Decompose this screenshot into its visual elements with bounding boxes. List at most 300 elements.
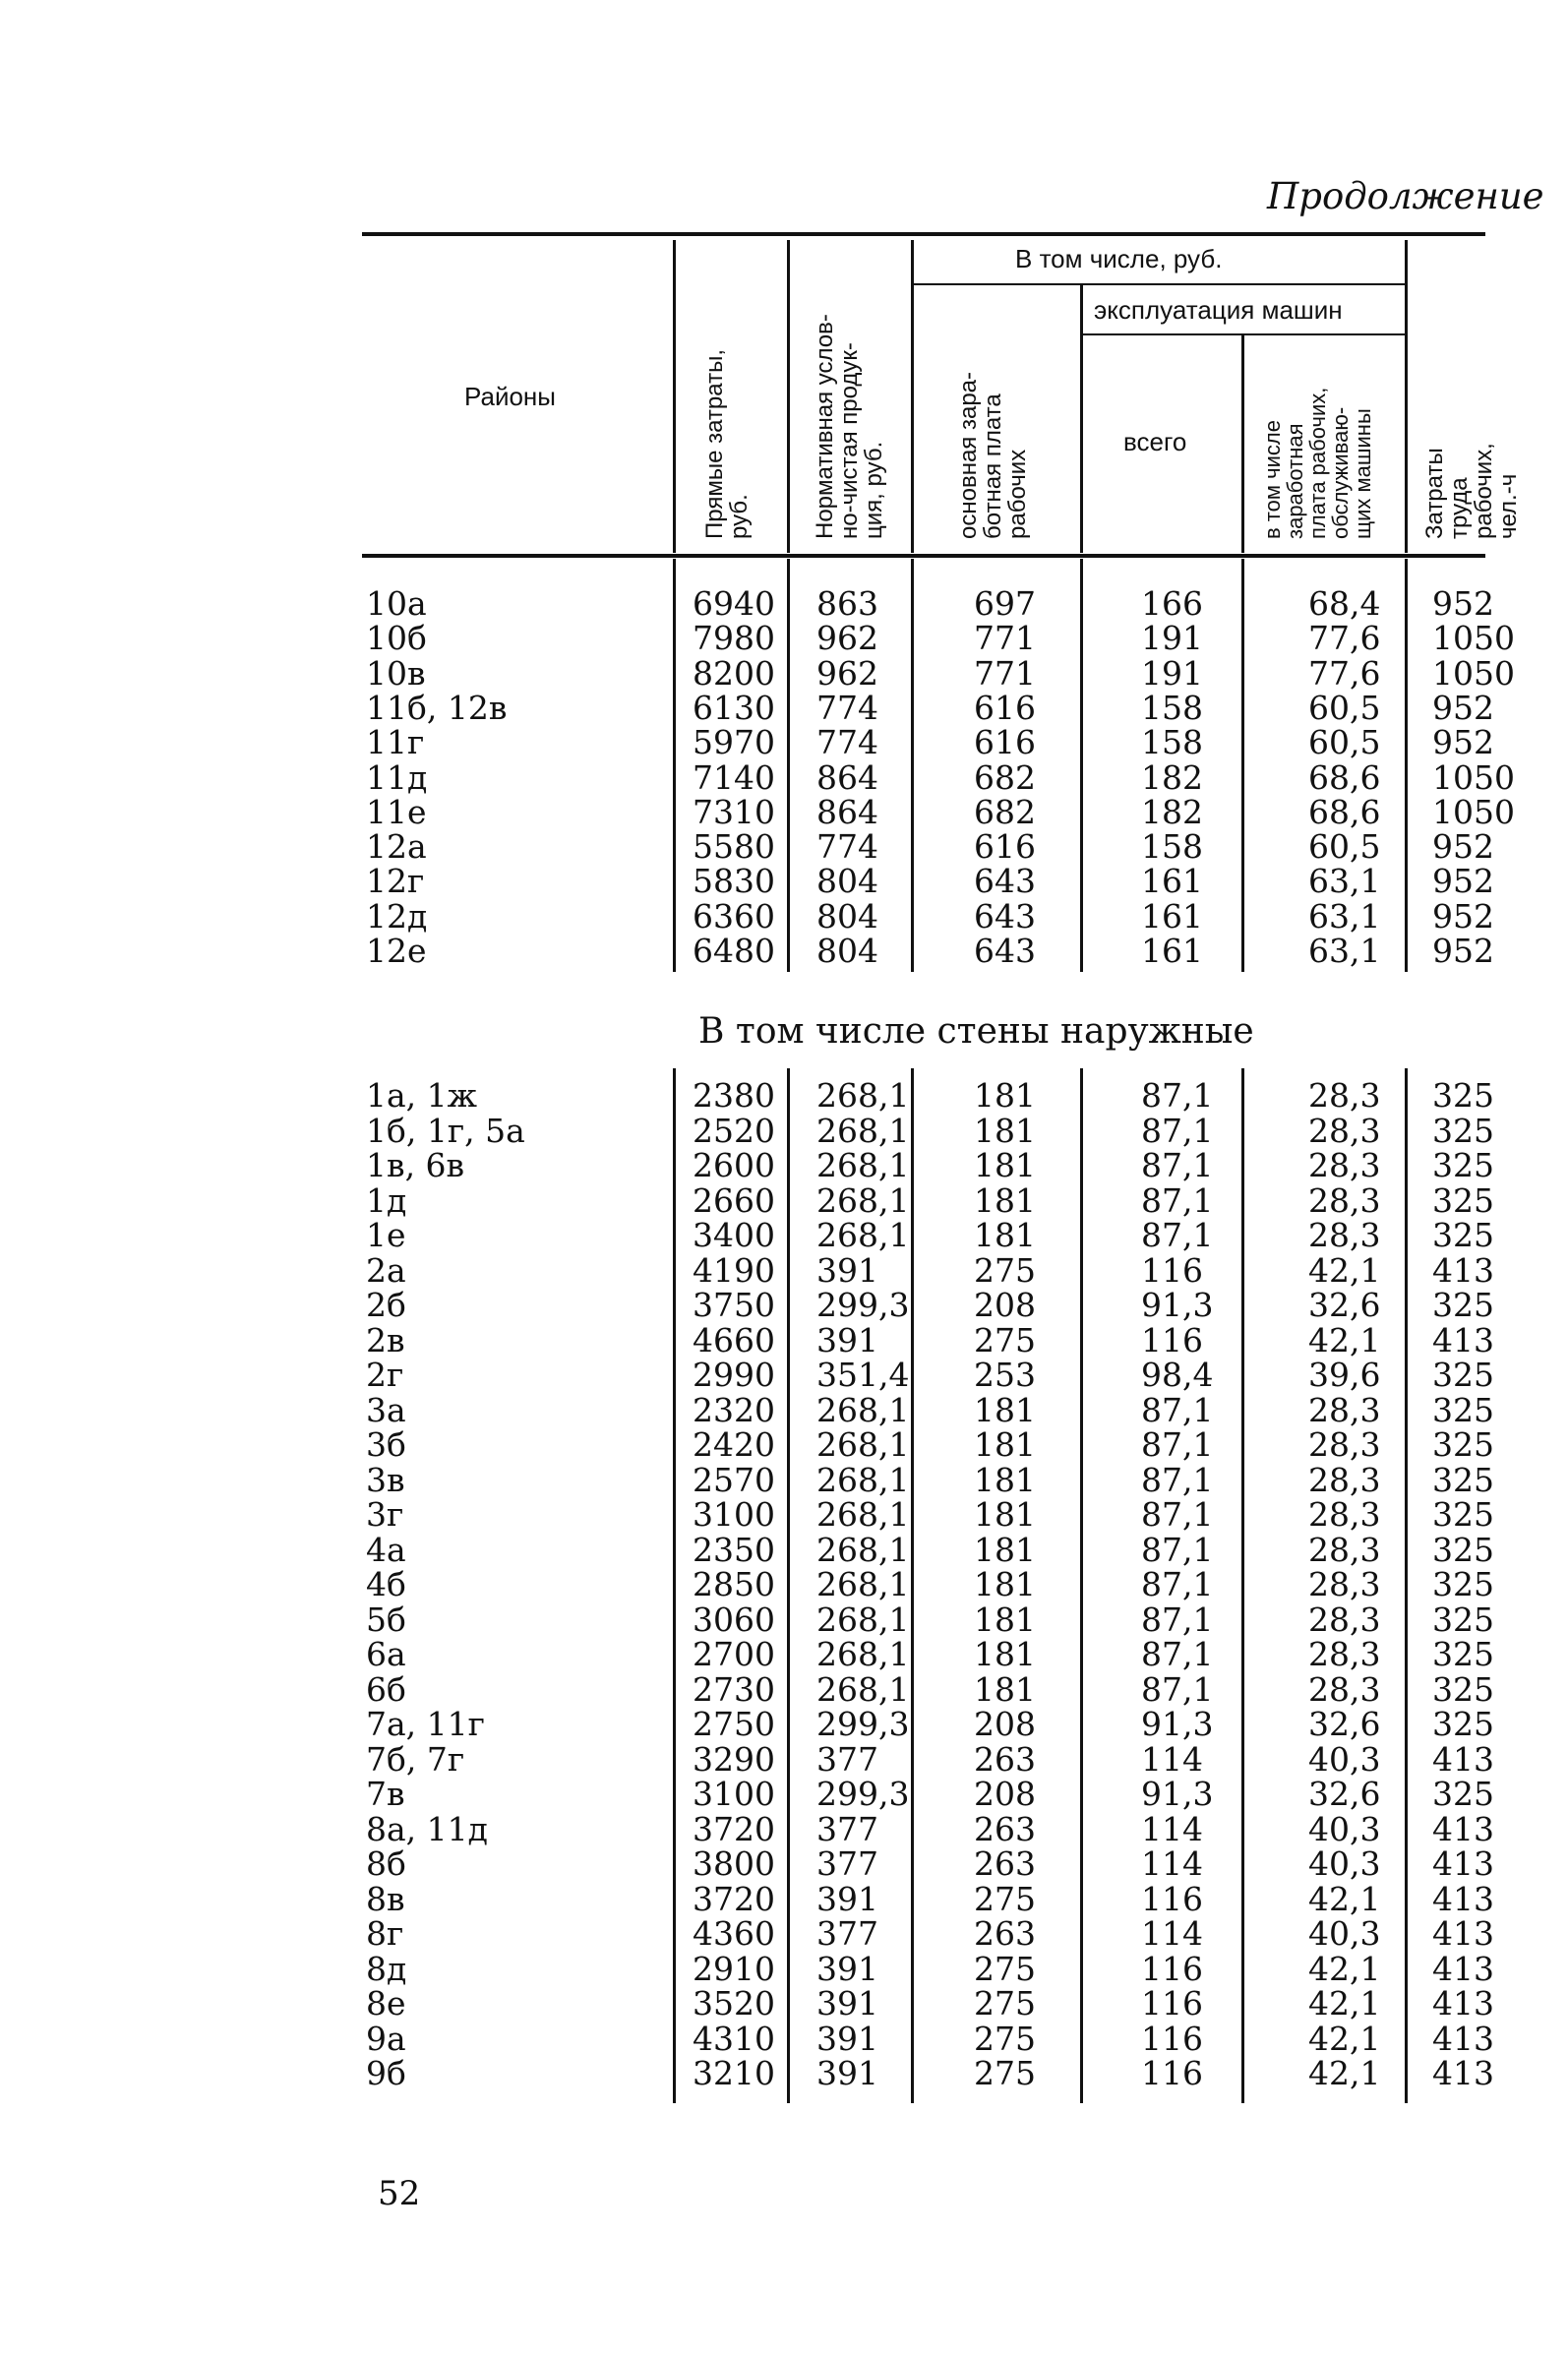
page-number: 52	[378, 2174, 421, 2213]
district-cell: 6а	[366, 1635, 406, 1673]
district-cell: 3а	[366, 1390, 406, 1429]
direct-costs-cell: 3520	[693, 1984, 775, 2023]
machine-wages-cell: 42,1	[1308, 1250, 1381, 1290]
labor-cell: 952	[1432, 723, 1494, 762]
base-wages-cell: 181	[974, 1565, 1036, 1603]
machine-ops-total-cell: 87,1	[1141, 1495, 1214, 1534]
base-wages-cell: 275	[974, 1879, 1036, 1918]
normative-cell: 391	[816, 1879, 878, 1918]
labor-cell: 413	[1432, 1914, 1494, 1953]
normative-cell: 268,1	[816, 1180, 910, 1220]
labor-cell: 325	[1432, 1495, 1494, 1534]
machine-wages-cell: 42,1	[1308, 1949, 1381, 1988]
normative-cell: 804	[816, 896, 878, 936]
district-cell: 11б, 12в	[366, 688, 508, 727]
base-wages-cell: 181	[974, 1600, 1036, 1639]
machine-wages-cell: 28,3	[1308, 1635, 1381, 1673]
base-wages-cell: 263	[974, 1844, 1036, 1883]
normative-cell: 268,1	[816, 1460, 910, 1499]
machine-wages-cell: 28,3	[1308, 1216, 1381, 1254]
labor-cell: 952	[1432, 584, 1494, 623]
labor-cell: 952	[1432, 827, 1494, 867]
normative-cell: 268,1	[816, 1635, 910, 1673]
direct-costs-cell: 3060	[693, 1600, 775, 1639]
base-wages-cell: 181	[974, 1425, 1036, 1464]
base-wages-cell: 771	[974, 653, 1036, 693]
district-cell: 5б	[366, 1600, 406, 1639]
machine-wages-cell: 77,6	[1308, 619, 1381, 658]
header-labor: Затраты труда рабочих, чел.-ч	[1421, 443, 1522, 539]
base-wages-cell: 771	[974, 619, 1036, 658]
labor-cell: 325	[1432, 1146, 1494, 1184]
direct-costs-cell: 2600	[693, 1146, 775, 1184]
direct-costs-cell: 4310	[693, 2019, 775, 2058]
base-wages-cell: 275	[974, 2019, 1036, 2058]
labor-cell: 413	[1432, 1809, 1494, 1848]
direct-costs-cell: 2750	[693, 1705, 775, 1743]
column-divider	[673, 1068, 676, 2103]
labor-cell: 325	[1432, 1076, 1494, 1115]
header-machine-ops: эксплуатация машин	[1094, 295, 1343, 325]
machine-wages-cell: 68,6	[1308, 792, 1381, 831]
normative-cell: 863	[816, 584, 878, 623]
base-wages-cell: 181	[974, 1216, 1036, 1254]
machine-wages-cell: 28,3	[1308, 1460, 1381, 1499]
district-cell: 2б	[366, 1286, 406, 1324]
labor-cell: 325	[1432, 1669, 1494, 1709]
normative-cell: 377	[816, 1809, 878, 1848]
header-machine-wages: в том числе заработная плата рабочих, обслуживаю- щих машины	[1260, 387, 1375, 539]
direct-costs-cell: 6130	[693, 688, 775, 727]
column-divider	[1080, 1068, 1083, 2103]
machine-ops-total-cell: 87,1	[1141, 1565, 1214, 1603]
direct-costs-cell: 2320	[693, 1390, 775, 1429]
section-title: В том числе стены наружные	[698, 1011, 1254, 1052]
labor-cell: 325	[1432, 1216, 1494, 1254]
machine-ops-total-cell: 191	[1141, 653, 1203, 693]
normative-cell: 268,1	[816, 1495, 910, 1534]
district-cell: 8д	[366, 1949, 407, 1988]
labor-cell: 413	[1432, 1250, 1494, 1290]
labor-cell: 325	[1432, 1356, 1494, 1394]
normative-cell: 268,1	[816, 1216, 910, 1254]
normative-cell: 864	[816, 792, 878, 831]
normative-cell: 962	[816, 653, 878, 693]
machine-wages-cell: 28,3	[1308, 1425, 1381, 1464]
base-wages-cell: 616	[974, 688, 1036, 727]
base-wages-cell: 181	[974, 1076, 1036, 1115]
district-cell: 4б	[366, 1565, 406, 1603]
normative-cell: 268,1	[816, 1390, 910, 1429]
labor-cell: 325	[1432, 1530, 1494, 1569]
machine-wages-cell: 28,3	[1308, 1495, 1381, 1534]
machine-wages-cell: 63,1	[1308, 896, 1381, 936]
direct-costs-cell: 4360	[693, 1914, 775, 1953]
machine-ops-total-cell: 182	[1141, 757, 1203, 797]
labor-cell: 325	[1432, 1390, 1494, 1429]
machine-ops-total-cell: 87,1	[1141, 1530, 1214, 1569]
machine-ops-total-cell: 116	[1141, 1984, 1203, 2023]
column-divider	[1241, 1068, 1244, 2103]
machine-wages-cell: 40,3	[1308, 1739, 1381, 1779]
normative-cell: 268,1	[816, 1076, 910, 1115]
machine-ops-total-cell: 114	[1141, 1844, 1203, 1883]
machine-ops-total-cell: 87,1	[1141, 1111, 1214, 1150]
labor-cell: 325	[1432, 1111, 1494, 1150]
machine-ops-total-cell: 191	[1141, 619, 1203, 658]
district-cell: 1д	[366, 1180, 407, 1220]
district-cell: 12а	[366, 827, 427, 867]
direct-costs-cell: 2730	[693, 1669, 775, 1709]
district-cell: 8в	[366, 1879, 405, 1918]
direct-costs-cell: 2660	[693, 1180, 775, 1220]
direct-costs-cell: 6360	[693, 896, 775, 936]
base-wages-cell: 181	[974, 1530, 1036, 1569]
machine-ops-total-cell: 87,1	[1141, 1669, 1214, 1709]
normative-cell: 391	[816, 1984, 878, 2023]
direct-costs-cell: 2850	[693, 1565, 775, 1603]
district-cell: 2а	[366, 1250, 406, 1290]
district-cell: 9б	[366, 2054, 406, 2092]
machine-wages-cell: 28,3	[1308, 1146, 1381, 1184]
direct-costs-cell: 2570	[693, 1460, 775, 1499]
district-cell: 7а, 11г	[366, 1705, 485, 1743]
direct-costs-cell: 6940	[693, 584, 775, 623]
machine-ops-total-cell: 91,3	[1141, 1286, 1214, 1324]
normative-cell: 804	[816, 862, 878, 901]
labor-cell: 325	[1432, 1775, 1494, 1813]
district-cell: 3г	[366, 1495, 404, 1534]
base-wages-cell: 253	[974, 1356, 1036, 1394]
column-divider	[673, 240, 676, 553]
machine-ops-total-cell: 87,1	[1141, 1425, 1214, 1464]
normative-cell: 268,1	[816, 1565, 910, 1603]
machine-wages-cell: 42,1	[1308, 2019, 1381, 2058]
machine-wages-cell: 60,5	[1308, 827, 1381, 867]
direct-costs-cell: 2380	[693, 1076, 775, 1115]
labor-cell: 325	[1432, 1286, 1494, 1324]
district-cell: 3б	[366, 1425, 406, 1464]
machine-ops-total-cell: 114	[1141, 1739, 1203, 1779]
base-wages-cell: 208	[974, 1775, 1036, 1813]
column-divider	[911, 559, 914, 972]
direct-costs-cell: 3210	[693, 2054, 775, 2092]
district-cell: 1б, 1г, 5а	[366, 1111, 525, 1150]
district-cell: 2в	[366, 1320, 405, 1359]
direct-costs-cell: 3720	[693, 1879, 775, 1918]
labor-cell: 413	[1432, 1984, 1494, 2023]
district-cell: 1е	[366, 1216, 406, 1254]
direct-costs-cell: 6480	[693, 932, 775, 970]
direct-costs-cell: 4660	[693, 1320, 775, 1359]
column-divider	[787, 240, 790, 553]
column-divider	[1241, 335, 1244, 553]
machine-ops-total-cell: 116	[1141, 1879, 1203, 1918]
district-cell: 7в	[366, 1775, 405, 1813]
labor-cell: 413	[1432, 1879, 1494, 1918]
base-wages-cell: 682	[974, 757, 1036, 797]
base-wages-cell: 181	[974, 1495, 1036, 1534]
machine-ops-total-cell: 161	[1141, 862, 1203, 901]
direct-costs-cell: 2350	[693, 1530, 775, 1569]
machine-wages-cell: 63,1	[1308, 862, 1381, 901]
normative-cell: 377	[816, 1844, 878, 1883]
machine-wages-cell: 42,1	[1308, 2054, 1381, 2092]
normative-cell: 774	[816, 723, 878, 762]
header-base-wages: основная зара- ботная плата рабочих	[955, 371, 1031, 539]
header-normative: Нормативная услов- но-чистая продук- ция, руб.	[812, 314, 887, 539]
machine-ops-total-cell: 114	[1141, 1809, 1203, 1848]
direct-costs-cell: 5830	[693, 862, 775, 901]
normative-cell: 299,3	[816, 1286, 910, 1324]
normative-cell: 377	[816, 1914, 878, 1953]
direct-costs-cell: 2520	[693, 1111, 775, 1150]
labor-cell: 413	[1432, 2054, 1494, 2092]
district-cell: 9а	[366, 2019, 406, 2058]
machine-ops-total-cell: 182	[1141, 792, 1203, 831]
base-wages-cell: 697	[974, 584, 1036, 623]
labor-cell: 413	[1432, 1949, 1494, 1988]
district-cell: 8е	[366, 1984, 406, 2023]
direct-costs-cell: 2990	[693, 1356, 775, 1394]
column-divider	[673, 559, 676, 972]
machine-ops-total-cell: 161	[1141, 896, 1203, 936]
district-cell: 11г	[366, 723, 425, 762]
normative-cell: 391	[816, 2054, 878, 2092]
direct-costs-cell: 7980	[693, 619, 775, 658]
header-direct-costs: Прямые затраты, руб.	[701, 349, 753, 539]
base-wages-cell: 181	[974, 1460, 1036, 1499]
machine-ops-total-cell: 87,1	[1141, 1216, 1214, 1254]
column-divider	[1405, 559, 1408, 972]
normative-cell: 268,1	[816, 1425, 910, 1464]
district-cell: 12е	[366, 932, 427, 970]
normative-cell: 268,1	[816, 1146, 910, 1184]
labor-cell: 952	[1432, 862, 1494, 901]
column-divider	[1080, 559, 1083, 972]
labor-cell: 952	[1432, 932, 1494, 970]
direct-costs-cell: 8200	[693, 653, 775, 693]
machine-wages-cell: 39,6	[1308, 1356, 1381, 1394]
base-wages-cell: 181	[974, 1669, 1036, 1709]
labor-cell: 325	[1432, 1425, 1494, 1464]
base-wages-cell: 616	[974, 723, 1036, 762]
district-cell: 12г	[366, 862, 425, 901]
machine-ops-total-cell: 158	[1141, 688, 1203, 727]
labor-cell: 325	[1432, 1635, 1494, 1673]
district-cell: 8б	[366, 1844, 406, 1883]
direct-costs-cell: 4190	[693, 1250, 775, 1290]
normative-cell: 391	[816, 1320, 878, 1359]
labor-cell: 413	[1432, 1320, 1494, 1359]
machine-ops-total-cell: 116	[1141, 2054, 1203, 2092]
base-wages-cell: 275	[974, 2054, 1036, 2092]
normative-cell: 268,1	[816, 1600, 910, 1639]
district-cell: 11д	[366, 757, 428, 797]
machine-ops-total-cell: 116	[1141, 2019, 1203, 2058]
district-cell: 10б	[366, 619, 427, 658]
district-cell: 8г	[366, 1914, 404, 1953]
labor-cell: 952	[1432, 896, 1494, 936]
base-wages-cell: 181	[974, 1635, 1036, 1673]
direct-costs-cell: 3100	[693, 1775, 775, 1813]
header-total: всего	[1123, 427, 1187, 456]
machine-wages-cell: 60,5	[1308, 688, 1381, 727]
including-rule	[913, 283, 1405, 285]
header-bottom-rule	[362, 554, 1485, 558]
direct-costs-cell: 3100	[693, 1495, 775, 1534]
labor-cell: 325	[1432, 1565, 1494, 1603]
base-wages-cell: 616	[974, 827, 1036, 867]
base-wages-cell: 181	[974, 1180, 1036, 1220]
machine-ops-total-cell: 114	[1141, 1914, 1203, 1953]
labor-cell: 1050	[1432, 653, 1515, 693]
machine-wages-cell: 42,1	[1308, 1984, 1381, 2023]
direct-costs-cell: 5580	[693, 827, 775, 867]
district-cell: 1в, 6в	[366, 1146, 465, 1184]
direct-costs-cell: 2700	[693, 1635, 775, 1673]
machine-ops-total-cell: 91,3	[1141, 1705, 1214, 1743]
machine-wages-cell: 63,1	[1308, 932, 1381, 970]
base-wages-cell: 181	[974, 1390, 1036, 1429]
base-wages-cell: 181	[974, 1111, 1036, 1150]
labor-cell: 1050	[1432, 619, 1515, 658]
machine-ops-total-cell: 116	[1141, 1949, 1203, 1988]
base-wages-cell: 643	[974, 896, 1036, 936]
labor-cell: 325	[1432, 1600, 1494, 1639]
machine-ops-total-cell: 166	[1141, 584, 1203, 623]
base-wages-cell: 275	[974, 1250, 1036, 1290]
column-divider	[1080, 285, 1083, 553]
labor-cell: 1050	[1432, 792, 1515, 831]
labor-cell: 325	[1432, 1460, 1494, 1499]
machine-wages-cell: 68,6	[1308, 757, 1381, 797]
base-wages-cell: 181	[974, 1146, 1036, 1184]
district-cell: 4а	[366, 1530, 406, 1569]
machine-ops-total-cell: 87,1	[1141, 1180, 1214, 1220]
machine-ops-total-cell: 91,3	[1141, 1775, 1214, 1813]
machine-wages-cell: 68,4	[1308, 584, 1381, 623]
normative-cell: 864	[816, 757, 878, 797]
machine-ops-total-cell: 158	[1141, 723, 1203, 762]
direct-costs-cell: 5970	[693, 723, 775, 762]
machine-wages-cell: 32,6	[1308, 1775, 1381, 1813]
base-wages-cell: 263	[974, 1809, 1036, 1848]
machine-ops-total-cell: 87,1	[1141, 1460, 1214, 1499]
machine-ops-total-cell: 116	[1141, 1250, 1203, 1290]
direct-costs-cell: 3750	[693, 1286, 775, 1324]
machine-wages-cell: 28,3	[1308, 1565, 1381, 1603]
machine-wages-cell: 28,3	[1308, 1390, 1381, 1429]
base-wages-cell: 643	[974, 862, 1036, 901]
machine-wages-cell: 28,3	[1308, 1076, 1381, 1115]
normative-cell: 774	[816, 688, 878, 727]
labor-cell: 1050	[1432, 757, 1515, 797]
column-divider	[911, 1068, 914, 2103]
labor-cell: 325	[1432, 1705, 1494, 1743]
base-wages-cell: 275	[974, 1949, 1036, 1988]
column-divider	[911, 240, 914, 553]
machine-ops-total-cell: 116	[1141, 1320, 1203, 1359]
machine-wages-cell: 28,3	[1308, 1669, 1381, 1709]
machine-wages-cell: 77,6	[1308, 653, 1381, 693]
column-divider	[787, 559, 790, 972]
normative-cell: 299,3	[816, 1775, 910, 1813]
normative-cell: 804	[816, 932, 878, 970]
direct-costs-cell: 2420	[693, 1425, 775, 1464]
column-divider	[1405, 1068, 1408, 2103]
normative-cell: 391	[816, 1949, 878, 1988]
labor-cell: 952	[1432, 688, 1494, 727]
base-wages-cell: 275	[974, 1984, 1036, 2023]
normative-cell: 299,3	[816, 1705, 910, 1743]
labor-cell: 413	[1432, 1739, 1494, 1779]
machine-ops-total-cell: 87,1	[1141, 1635, 1214, 1673]
machine-ops-total-cell: 87,1	[1141, 1600, 1214, 1639]
base-wages-cell: 275	[974, 1320, 1036, 1359]
district-cell: 8а, 11д	[366, 1809, 488, 1848]
machine-wages-cell: 42,1	[1308, 1879, 1381, 1918]
header-including: В том числе, руб.	[1015, 244, 1223, 273]
district-cell: 12д	[366, 896, 428, 936]
header-districts: Районы	[464, 382, 556, 411]
machine-ops-total-cell: 87,1	[1141, 1390, 1214, 1429]
column-divider	[1241, 559, 1244, 972]
base-wages-cell: 208	[974, 1705, 1036, 1743]
table-top-rule	[362, 232, 1485, 236]
base-wages-cell: 208	[974, 1286, 1036, 1324]
direct-costs-cell: 3800	[693, 1844, 775, 1883]
direct-costs-cell: 3400	[693, 1216, 775, 1254]
labor-cell: 413	[1432, 1844, 1494, 1883]
district-cell: 11е	[366, 792, 427, 831]
base-wages-cell: 263	[974, 1739, 1036, 1779]
labor-cell: 325	[1432, 1180, 1494, 1220]
district-cell: 10в	[366, 653, 426, 693]
continuation-label: Продолжение	[1267, 175, 1544, 217]
direct-costs-cell: 7140	[693, 757, 775, 797]
normative-cell: 391	[816, 1250, 878, 1290]
normative-cell: 962	[816, 619, 878, 658]
district-cell: 10а	[366, 584, 427, 623]
direct-costs-cell: 3720	[693, 1809, 775, 1848]
machine-wages-cell: 40,3	[1308, 1914, 1381, 1953]
normative-cell: 268,1	[816, 1669, 910, 1709]
machine-wages-cell: 28,3	[1308, 1180, 1381, 1220]
district-cell: 6б	[366, 1669, 406, 1709]
column-divider	[787, 1068, 790, 2103]
district-cell: 1а, 1ж	[366, 1076, 478, 1115]
district-cell: 3в	[366, 1460, 405, 1499]
normative-cell: 377	[816, 1739, 878, 1779]
labor-cell: 413	[1432, 2019, 1494, 2058]
machine-wages-cell: 32,6	[1308, 1705, 1381, 1743]
machine-ops-total-cell: 158	[1141, 827, 1203, 867]
machine-ops-total-cell: 87,1	[1141, 1146, 1214, 1184]
machine-wages-cell: 28,3	[1308, 1111, 1381, 1150]
normative-cell: 391	[816, 2019, 878, 2058]
machine-ops-total-cell: 161	[1141, 932, 1203, 970]
machine-ops-total-cell: 87,1	[1141, 1076, 1214, 1115]
machine-ops-total-cell: 98,4	[1141, 1356, 1214, 1394]
district-cell: 2г	[366, 1356, 404, 1394]
machine-wages-cell: 28,3	[1308, 1600, 1381, 1639]
normative-cell: 268,1	[816, 1111, 910, 1150]
direct-costs-cell: 3290	[693, 1739, 775, 1779]
machine-wages-cell: 60,5	[1308, 723, 1381, 762]
machine-wages-cell: 40,3	[1308, 1809, 1381, 1848]
machine-wages-cell: 32,6	[1308, 1286, 1381, 1324]
